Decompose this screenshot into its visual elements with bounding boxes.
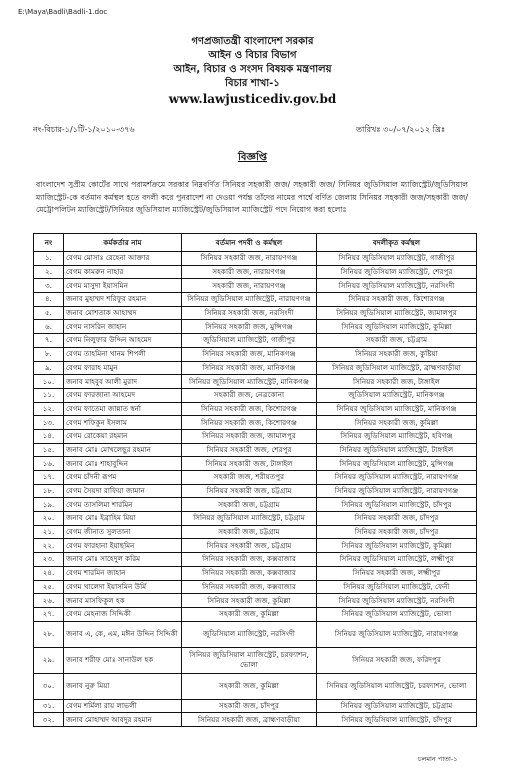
row-serial: ৭. [34, 334, 64, 348]
current-post: সিনিয়র জুডিসিয়াল ম্যাজিস্ট্রেট, চট্টগ্রাম [182, 512, 317, 526]
header-serial: নং [34, 234, 64, 252]
table-row [34, 566, 477, 580]
officer-name: বেগম রোকেয়া রহমান [64, 429, 182, 443]
transfer-post: সিনিয়র জুডিসিয়াল ম্যাজিস্ট্রেট, নারায়ণগঞ্জ [317, 471, 477, 485]
officer-name: বেগম ফারাহ মামুন [64, 361, 182, 375]
table-row [34, 553, 477, 567]
row-serial: ৪. [34, 293, 64, 307]
notice-body: বাংলাদেশ সুপ্রীম কোর্টের সাথে পরামর্শক্রমে সরকার নিম্নবর্ণিত সিনিয়র সহকারী জজ/ সহকারী জজ/ সিনিয়র জুডিসিয়াল ম্যাজিস্ট্রেট/জুডিসিয়াল ম্যাজিস্ট্রেট-কে বর্তমান কর্মস্থল হতে বদলী করে পুনরাদেশ না দেওয়া পর্যন্ত তাঁদের নামের পার্শ্বে বর্ণিত জেলায় সিনিয়র সহকারী জজ/সহকারী জজ/মেট্রোপলিটন ম্যাজিস্ট্রেট/সিনিয়র জুডিসিয়াল ম্যাজিস্ট্রেট/জুডিসিয়াল ম্যাজিস্ট্রেট পদে নিয়োগ করা হলোঃ [36, 180, 468, 215]
current-post: সহকারী জজ, শরীয়তপুর [182, 471, 317, 485]
current-post: সিনিয়র সহকারী জজ, মানিকগঞ্জ [182, 361, 317, 375]
current-post: সিনিয়র সহকারী জজ, শেরপুর [182, 443, 317, 457]
officer-name: বেগম খালেদা ইয়াসমিন উর্মি [64, 580, 182, 594]
transfer-post: সিনিয়র জুডিসিয়াল ম্যাজিস্ট্রেট, মুন্সিগঞ্জ [317, 457, 477, 471]
transfer-post: সিনিয়র সহকারী জজ, চাঁদপুর [317, 512, 477, 526]
table-row [34, 498, 477, 512]
header-current-post: বর্তমান পদবী ও কর্মস্থল [182, 234, 317, 252]
row-serial: ৩১. [34, 699, 64, 713]
row-serial: ১৩. [34, 416, 64, 430]
transfer-post: জুডিসিয়াল ম্যাজিস্ট্রেট, মানিকগঞ্জ [317, 388, 477, 402]
page-continued: চলমান পাতা-১ [418, 755, 458, 763]
officer-name: বেগম শফিকুন ইসলাম [64, 416, 182, 430]
transfer-post: সিনিয়র জুডিসিয়াল ম্যাজিস্ট্রেট, কুমিল্লা [317, 320, 477, 334]
table-row [34, 525, 477, 539]
officer-name: বেগম কামরুন নাহার [64, 265, 182, 279]
current-post: সহকারী জজ, কুমিল্লা [182, 673, 317, 699]
current-post: সিনিয়র সহকারী জজ, কক্সবাজার [182, 566, 317, 580]
officer-name: বেগম জীনাত সুলতানা [64, 525, 182, 539]
officer-name: বেগম চাঁদনী রূপম [64, 471, 182, 485]
table-row [34, 279, 477, 293]
table-row [34, 484, 477, 498]
current-post: সিনিয়র সহকারী জজ, মানিকগঞ্জ [182, 347, 317, 361]
transfer-post: সিনিয়র জুডিসিয়াল ম্যাজিস্ট্রেট, টাঙ্গাইল [317, 443, 477, 457]
current-post: জুডিসিয়াল ম্যাজিস্ট্রেট, গাজীপুর [182, 334, 317, 348]
transfer-post: সিনিয়র জুডিসিয়াল ম্যাজিস্ট্রেট, ব্রাহ্মণবাড়ীয়া [317, 361, 477, 375]
officer-name: বেগম সৈয়দা রাফিয়া জামান [64, 484, 182, 498]
officer-name: জনাব শরীফ মোঃ সানাউল হক [64, 647, 182, 673]
transfer-post: সিনিয়র জুডিসিয়াল ম্যাজিস্ট্রেট, জামালপুর [317, 306, 477, 320]
table-row [34, 580, 477, 594]
officer-name: বেগম ফারজানা আহমেদ [64, 388, 182, 402]
current-post: সহকারী জজ, নারায়ণগঞ্জ [182, 279, 317, 293]
transfer-post: সিনিয়র জুডিসিয়াল ম্যাজিস্ট্রেট, চট্টগ্রাম [317, 699, 477, 713]
notice-title-text: বিজ্ঞপ্তি [237, 152, 268, 163]
officer-name: বেগম নাসরিন জাহান [64, 320, 182, 334]
current-post: সিনিয়র সহকারী জজ, কিশোরগঞ্জ [182, 402, 317, 416]
transfer-post: সিনিয়র জুডিসিয়াল ম্যাজিস্ট্রেট, নরসিংদী [317, 594, 477, 608]
transfer-post: সিনিয়র জুডিসিয়াল ম্যাজিস্ট্রেট, নারায়ণগঞ্জ [317, 621, 477, 647]
row-serial: ২১. [34, 525, 64, 539]
transfer-post: সিনিয়র জুডিসিয়াল ম্যাজিস্ট্রেট, নারায়ণগঞ্জ [317, 484, 477, 498]
table-row [34, 539, 477, 553]
notice-title [0, 150, 505, 167]
row-serial: ৮. [34, 347, 64, 361]
officer-name: জনাব মোঃ শাহাবুদ্দিন [64, 457, 182, 471]
officer-name: বেগম তাসলিমা শারমিন [64, 498, 182, 512]
transfer-post: সিনিয়র জুডিসিয়াল ম্যাজিস্ট্রেট, কুমিল্লা [317, 539, 477, 553]
officer-name: বেগম শারমিন জাহান [64, 566, 182, 580]
current-post: সিনিয়র সহকারী জজ, জামালপুর [182, 429, 317, 443]
table-row [34, 416, 477, 430]
current-post: সহকারী জজ, চাঁদপুর [182, 699, 317, 713]
table-row [34, 673, 477, 699]
row-serial: ১১. [34, 388, 64, 402]
header-name: কর্মকর্তার নাম [64, 234, 182, 252]
transfer-post: সিনিয়র জুডিসিয়াল ম্যাজিস্ট্রেট, ফেনী [317, 580, 477, 594]
website-url[interactable]: www.lawjusticediv.gov.bd [168, 92, 337, 106]
current-post: সিনিয়র সহকারী জজ, নরসিংদী [182, 306, 317, 320]
officer-name: জনাব এ, কে, এম, মঈন উদ্দিন সিদ্দিকী [64, 621, 182, 647]
table-row [34, 334, 477, 348]
current-post: জুডিসিয়াল ম্যাজিস্ট্রেট, নরসিংদী [182, 621, 317, 647]
memo-number: নং-বিচার-১/১টি-১/২০১০-৩৭৬ [33, 125, 135, 134]
transfer-table [33, 233, 477, 727]
current-post: সিনিয়র সহকারী জজ, কক্সবাজার [182, 553, 317, 567]
table-row [34, 647, 477, 673]
transfer-post: সিনিয়র জুডিসিয়াল ম্যাজিস্ট্রেট, চরফ্যাশন, ভোলা [317, 673, 477, 699]
header-ministry: আইন, বিচার ও সংসদ বিষয়ক মন্ত্রণালয় [173, 64, 332, 75]
transfer-post: সিনিয়র জুডিসিয়াল ম্যাজিস্ট্রেট, হবিগঞ্জ [317, 429, 477, 443]
row-serial: ১. [34, 252, 64, 266]
row-serial: ২৮. [34, 621, 64, 647]
officer-name: বেগম মাসুদা ইয়াসমিন [64, 279, 182, 293]
table-row [34, 252, 477, 266]
current-post: সিনিয়র সহকারী জজ, কুমিল্লা [182, 594, 317, 608]
table-row [34, 375, 477, 389]
table-row [34, 621, 477, 647]
transfer-post: সিনিয়র জুডিসিয়াল ম্যাজিস্ট্রেট, মানিকগঞ্জ [317, 402, 477, 416]
row-serial: ১০. [34, 375, 64, 389]
current-post: সিনিয়র সহকারী জজ, চট্টগ্রাম [182, 539, 317, 553]
row-serial: ৫. [34, 306, 64, 320]
current-post: সিনিয়র সহকারী জজ, ব্রাহ্মণবাড়ীয়া [182, 713, 317, 727]
table-row [34, 607, 477, 621]
transfer-post: সিনিয়র জুডিসিয়াল ম্যাজিস্ট্রেট, নরসিংদী [317, 279, 477, 293]
table-row [34, 699, 477, 713]
row-serial: ২. [34, 265, 64, 279]
table-row [34, 320, 477, 334]
officer-name: বেগম তাহমিনা খানম শিপলী [64, 347, 182, 361]
row-serial: ২৭. [34, 607, 64, 621]
table-row [34, 429, 477, 443]
table-row [34, 361, 477, 375]
current-post: সিনিয়র জুডিসিয়াল ম্যাজিস্ট্রেট, মানিকগঞ্জ [182, 375, 317, 389]
row-serial: ১৬. [34, 457, 64, 471]
table-row [34, 388, 477, 402]
row-serial: ৩২. [34, 713, 64, 727]
row-serial: ১৭. [34, 471, 64, 485]
row-serial: ১৮. [34, 484, 64, 498]
current-post: সিনিয়র সহকারী জজ, নারায়ণগঞ্জ [182, 252, 317, 266]
current-post: সিনিয়র সহকারী জজ, কিশোরগঞ্জ [182, 416, 317, 430]
officer-name: বেগম ফাতেমা জান্নাত স্বর্না [64, 402, 182, 416]
officer-name: বেগম ফারহানা ইয়াছমিন [64, 539, 182, 553]
officer-name: জনাব মুহাম্মদ শরিফুর রহমান [64, 293, 182, 307]
current-post: সহকারী জজ, নেত্রকোনা [182, 388, 317, 402]
row-serial: ২৯. [34, 647, 64, 673]
current-post: সহকারী জজ, কুমিল্লা [182, 607, 317, 621]
table-row [34, 306, 477, 320]
officer-name: জনাব নুরু মিয়া [64, 673, 182, 699]
header-transfer-post: বদলীকৃত কর্মস্থল [317, 234, 477, 252]
current-post: সহকারী জজ, চট্টগ্রাম [182, 525, 317, 539]
table-row [34, 713, 477, 727]
officer-name: জনাব মোহাম্মদ আবদুর রহমান [64, 713, 182, 727]
transfer-post: সিনিয়র সহকারী জজ, চাঁদপুর [317, 525, 477, 539]
table-row [34, 512, 477, 526]
transfer-post: সিনিয়র সহকারী জজ, ফরিদপুর [317, 647, 477, 673]
transfer-post: সহকারী জজ, চট্টগ্রাম [317, 334, 477, 348]
officer-name: বেগম নিলুফার উদ্দিন আহমেদ [64, 334, 182, 348]
row-serial: ১৪. [34, 429, 64, 443]
header-division: আইন ও বিচার বিভাগ [208, 50, 297, 61]
table-body [34, 252, 477, 727]
table-row [34, 293, 477, 307]
current-post: সিনিয়র সহকারী জজ, মুন্সিগঞ্জ [182, 320, 317, 334]
transfer-post: সিনিয়র সহকারী জজ, কিশোরগঞ্জ [317, 293, 477, 307]
officer-name: বেগম মোসাঃ রেহেনা আক্তার [64, 252, 182, 266]
header-government: গণপ্রজাতন্ত্রী বাংলাদেশ সরকার [191, 36, 314, 47]
table-row [34, 265, 477, 279]
file-path: E:\Maya\Badli\Badli-1.doc [18, 8, 108, 16]
table-row [34, 457, 477, 471]
transfer-post: সিনিয়র জুডিসিয়াল ম্যাজিস্ট্রেট, লক্ষ্মীপুর [317, 553, 477, 567]
table-row [34, 443, 477, 457]
row-serial: ২৪. [34, 566, 64, 580]
table-row [34, 471, 477, 485]
transfer-post: সিনিয়র সহকারী জজ, টাঙ্গাইল [317, 375, 477, 389]
row-serial: ১৯. [34, 498, 64, 512]
transfer-post: সিনিয়র সহকারী জজ, কুষ্টিয়া [317, 347, 477, 361]
current-post: সিনিয়র জুডিসিয়াল ম্যাজিস্ট্রেট, চরফ্যাশন, ভোলা [182, 647, 317, 673]
current-post: সিনিয়র জুডিসিয়াল ম্যাজিস্ট্রেট, নারায়ণগঞ্জ [182, 293, 317, 307]
officer-name: জনাব মাহবুব আলী মুরাদ [64, 375, 182, 389]
transfer-post: সিনিয়র জুডিসিয়াল ম্যাজিস্ট্রেট, চাঁদপুর [317, 498, 477, 512]
row-serial: ২৬. [34, 594, 64, 608]
row-serial: ১২. [34, 402, 64, 416]
table-row [34, 347, 477, 361]
transfer-post: সিনিয়র জুডিসিয়াল ম্যাজিস্ট্রেট, ভোলা [317, 607, 477, 621]
officer-name: বেগম শর্মিলা রায় লাভলী [64, 699, 182, 713]
row-serial: ২৩. [34, 553, 64, 567]
table-header-row [34, 234, 477, 252]
table-row [34, 402, 477, 416]
officer-name: জনাব মোঃ ইব্রাহিম মিয়া [64, 512, 182, 526]
current-post: সহকারী জজ, চট্টগ্রাম [182, 498, 317, 512]
transfer-post: সিনিয়র সহকারী জজ, লক্ষ্মীপুর [317, 566, 477, 580]
transfer-post: সিনিয়র জুডিসিয়াল ম্যাজিস্ট্রেট, চাঁদপুর [317, 713, 477, 727]
row-serial: ৩০. [34, 673, 64, 699]
current-post: সিনিয়র সহকারী জজ, কক্সবাজার [182, 580, 317, 594]
officer-name: জনাব মাসফিকুল হক [64, 594, 182, 608]
row-serial: ২০. [34, 512, 64, 526]
row-serial: ২২. [34, 539, 64, 553]
table-row [34, 594, 477, 608]
transfer-post: সিনিয়র সহকারী জজ, কুমিল্লা [317, 416, 477, 430]
officer-name: জনাব মোঃ মোখলেছুর রহমান [64, 443, 182, 457]
current-post: সহকারী জজ, নারায়ণগঞ্জ [182, 265, 317, 279]
memo-date: তারিখঃ ৩০/০৭/২০১২ খ্রিঃ [356, 125, 446, 134]
officer-name: জনাব মোশতাক আহাম্মদ [64, 306, 182, 320]
current-post: সিনিয়র সহকারী জজ, চট্টগ্রাম [182, 484, 317, 498]
transfer-post: সিনিয়র জুডিসিয়াল ম্যাজিস্ট্রেট, শেরপুর [317, 265, 477, 279]
row-serial: ৯. [34, 361, 64, 375]
row-serial: ১৫. [34, 443, 64, 457]
officer-name: বেগম মেহনাজ সিদ্দিকী [64, 607, 182, 621]
officer-name: জনাব মোঃ সাহেদুল করিম [64, 553, 182, 567]
header-branch: বিচার শাখা-১ [225, 78, 280, 89]
row-serial: ৩. [34, 279, 64, 293]
row-serial: ২৫. [34, 580, 64, 594]
row-serial: ৬. [34, 320, 64, 334]
transfer-post: সিনিয়র জুডিসিয়াল ম্যাজিস্ট্রেট, গাজীপুর [317, 252, 477, 266]
current-post: সিনিয়র সহকারী জজ, টাঙ্গাইল [182, 457, 317, 471]
